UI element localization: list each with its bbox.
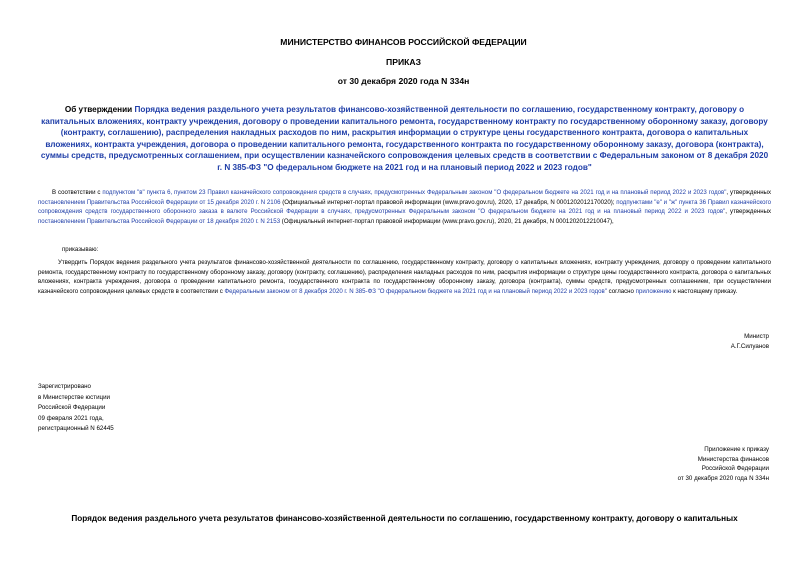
preamble-text-1: В соответствии с (52, 189, 103, 196)
preamble-text-2: , утвержденных (726, 189, 771, 196)
title-link[interactable]: Порядка ведения раздельного учета результатов финансово-хозяйственной деятельности по соглашению, государственному контракту, договору о капитальных вложениях, контракту учреждения, договору о проведении капитального ремонта, государственному контракту по государственному оборонному заказу, договору (контракту, соглашению), распределения накладных расходов по ним, раскрытия информации о структуре цены государственного контракта, договора о капитальных вложениях, контракта учреждения, договора о проведении капитального ремонта, государственного контракта по государственному оборонному заказу, договора (контракта), суммы средств, предусмотренных соглашением, при осуществлении казначейского сопровождения целевых средств в соответствии с Федеральным законом от 8 декабря 2020 г. N 385-ФЗ "О федеральном бюджете на 2021 год и на плановый период 2022 и 2023 годов" (40, 105, 769, 172)
appendix-block (678, 445, 769, 483)
order-date: от 30 декабря 2020 года N 334н (337, 76, 470, 86)
order-word: приказываю: (62, 246, 99, 253)
signature-block (731, 332, 769, 351)
signature-name: А.Г.Силуанов (730, 342, 769, 350)
appendix-title: Порядок ведения раздельного учета результатов финансово-хозяйственной деятельности по соглашению, государственному контракту, договору о капитальных (71, 514, 738, 523)
title-prefix: Об утверждении (64, 105, 135, 114)
preamble-link-2[interactable]: постановлением Правительства Российской Федерации от 15 декабря 2020 г. N 2106 (38, 198, 281, 206)
body-link-appendix[interactable]: приложению (635, 287, 672, 295)
body-paragraph (38, 258, 771, 296)
preamble-link-3[interactable]: подпунктами "е" и "ж" пункта 36 Правил казначейского сопровождения средств государственного оборонного заказа в валюте Российской Федерации в случаях, предусмотренных Федеральным законом "О федеральном бюджете на 2021 год и на плановый период 2022 и 2023 годов" (38, 198, 771, 215)
appendix-date: от 30 декабря 2020 года N 334н (677, 474, 769, 482)
appendix-line: Приложение к приказу (704, 446, 769, 453)
order-heading: ПРИКАЗ (386, 57, 421, 67)
appendix-line: Российской Федерации (701, 465, 769, 472)
body-text-2: согласно (606, 287, 636, 295)
body-text-3: к настоящему приказу. (671, 287, 738, 295)
ministry-heading: МИНИСТЕРСТВО ФИНАНСОВ РОССИЙСКОЙ ФЕДЕРАЦИИ (280, 37, 527, 47)
body-link-law[interactable]: Федеральным законом от 8 декабря 2020 г. N 385-ФЗ "О федеральном бюджете на 2021 год и на плановый период 2022 и 2023 годов" (224, 287, 607, 295)
document-title (38, 104, 771, 174)
registration-line: в Министерстве юстиции (38, 393, 111, 401)
preamble-link-4[interactable]: постановлением Правительства Российской Федерации от 18 декабря 2020 г. N 2153 (38, 217, 281, 225)
preamble-text-3: (Официальный интернет-портал правовой информации (www.pravo.gov.ru), 2020, 17 декабря, N 0001202012170020); (280, 198, 617, 206)
signature-role: Министр (744, 333, 769, 340)
registration-line: Зарегистрировано (38, 383, 91, 390)
preamble-paragraph (38, 188, 771, 226)
body-text-1: Утвердить Порядок ведения раздельного учета результатов финансово-хозяйственной деятельности по соглашению, государственному контракту, договору о капитальных вложениях, контракту учреждения, договору о проведении капитального ремонта, государственному контракту по государственному оборонному заказу, договору (контракту, соглашению), распределения накладных расходов по ним, раскрытия информации о структуре цены государственного контракта, договора о капитальных вложениях, контракта учреждения, договора о проведении капитального ремонта, государственного контракта по государственному оборонному заказу, договора (контракта), суммы средств, предусмотренных соглашением, при осуществлении казначейского сопровождения целевых средств в соответствии с (38, 259, 771, 295)
registration-line: Российской Федерации (38, 404, 106, 412)
preamble-link-1[interactable]: подпунктом "в" пункта 6, пунктом 23 Правил казначейского сопровождения средств в случаях, предусмотренных Федеральным законом "О федеральном бюджете на 2021 год и на плановый период 2022 и 2023 годов" (102, 189, 727, 196)
preamble-text-5: (Официальный интернет-портал правовой информации (www.pravo.gov.ru), 2020, 21 декабря, N 0001202012210047), (280, 217, 614, 225)
registration-number: регистрационный N 62445 (38, 425, 114, 433)
appendix-line: Министерства финансов (697, 455, 769, 463)
registration-block (38, 382, 114, 435)
registration-date: 09 февраля 2021 года, (38, 414, 104, 422)
preamble-text-4: , утвержденных (725, 208, 771, 215)
